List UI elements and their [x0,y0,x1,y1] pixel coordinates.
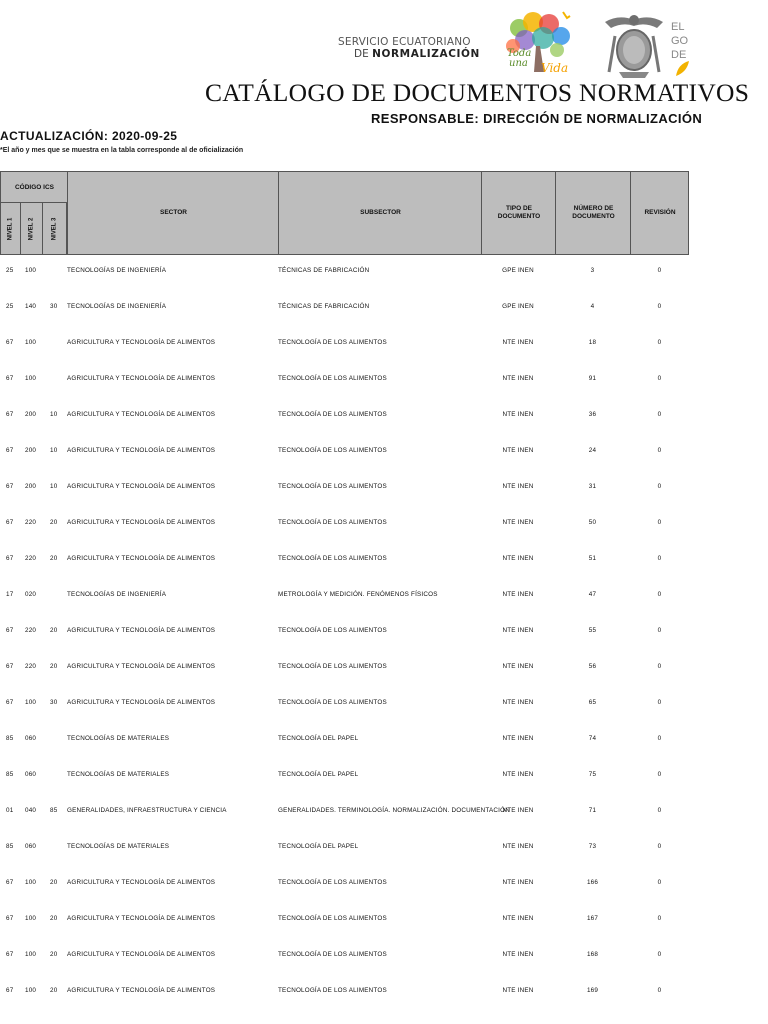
cell-tipo-documento: NTE INEN [502,411,534,418]
cell-revision: 0 [657,879,662,886]
cell-nivel-2: 040 [25,807,37,814]
header-nivel-1 [1,203,21,255]
cell-nivel-3: 20 [50,915,58,922]
cell-subsector: GENERALIDADES. TERMINOLOGÍA. NORMALIZACIÓN. DOCUMENTACIÓN [278,807,510,814]
header-nivel-3-label: NIVEL 3 [51,217,58,241]
cell-subsector: TECNOLOGÍA DEL PAPEL [278,843,359,850]
cell-sector: TECNOLOGÍAS DE INGENIERÍA [67,591,167,598]
cell-revision: 0 [657,375,662,382]
cell-tipo-documento: GPE INEN [502,267,534,274]
cell-numero-documento: 168 [586,951,599,958]
header-nivel-3 [43,203,67,255]
cell-nivel-2: 220 [25,555,37,562]
cell-revision: 0 [657,519,662,526]
header-nivel-1-label: NIVEL 1 [7,217,14,241]
cell-sector: AGRICULTURA Y TECNOLOGÍA DE ALIMENTOS [67,699,216,706]
cell-numero-documento: 65 [588,699,597,706]
responsable-subtitle: RESPONSABLE: DIRECCIÓN DE NORMALIZACIÓN [371,111,703,126]
cell-revision: 0 [657,699,662,706]
cell-numero-documento: 166 [586,879,599,886]
cell-revision: 0 [657,591,662,598]
cell-revision: 0 [657,627,662,634]
cell-numero-documento: 55 [588,627,597,634]
cell-sector: AGRICULTURA Y TECNOLOGÍA DE ALIMENTOS [67,447,216,454]
cell-numero-documento: 50 [588,519,597,526]
cell-nivel-3: 10 [50,411,58,418]
cell-nivel-2: 100 [25,915,37,922]
cell-tipo-documento: NTE INEN [502,339,534,346]
cell-numero-documento: 31 [588,483,597,490]
cell-subsector: TECNOLOGÍA DE LOS ALIMENTOS [278,951,387,958]
cell-nivel-1: 67 [6,951,14,958]
table-body [0,255,689,1011]
cell-nivel-1: 67 [6,699,14,706]
cell-tipo-documento: NTE INEN [502,843,534,850]
gov-text-line2: GO [671,35,689,47]
agency-name-line1: SERVICIO ECUATORIANO [338,36,471,48]
cell-nivel-2: 200 [25,483,37,490]
cell-subsector: TECNOLOGÍA DE LOS ALIMENTOS [278,519,387,526]
agency-name-line2 [338,49,488,61]
table-row [0,903,689,939]
gov-text-line1: EL [671,21,685,33]
cell-sector: AGRICULTURA Y TECNOLOGÍA DE ALIMENTOS [67,411,216,418]
cell-nivel-2: 100 [25,339,37,346]
cell-subsector: TECNOLOGÍA DEL PAPEL [278,771,359,778]
cell-nivel-3: 10 [50,447,58,454]
cell-subsector: TECNOLOGÍA DE LOS ALIMENTOS [278,411,387,418]
cell-numero-documento: 169 [586,987,599,994]
cell-tipo-documento: NTE INEN [502,447,534,454]
cell-nivel-2: 140 [25,303,37,310]
cell-tipo-documento: GPE INEN [502,303,534,310]
cell-numero-documento: 56 [588,663,597,670]
table-row [0,975,689,1011]
cell-subsector: TECNOLOGÍA DEL PAPEL [278,735,359,742]
table-row [0,291,689,327]
cell-tipo-documento: NTE INEN [502,771,534,778]
table-row [0,327,689,363]
cell-sector: AGRICULTURA Y TECNOLOGÍA DE ALIMENTOS [67,555,216,562]
cell-revision: 0 [657,807,662,814]
cell-nivel-3: 20 [50,627,58,634]
cell-sector: AGRICULTURA Y TECNOLOGÍA DE ALIMENTOS [67,483,216,490]
cell-numero-documento: 18 [588,339,597,346]
government-leaf-icon [674,60,690,78]
cell-tipo-documento: NTE INEN [502,627,534,634]
table-row [0,543,689,579]
cell-revision: 0 [657,843,662,850]
cell-nivel-2: 220 [25,627,37,634]
cell-subsector: TECNOLOGÍA DE LOS ALIMENTOS [278,483,387,490]
table-header [0,171,689,255]
cell-sector: AGRICULTURA Y TECNOLOGÍA DE ALIMENTOS [67,915,216,922]
cell-nivel-1: 67 [6,411,14,418]
cell-nivel-2: 100 [25,267,37,274]
table-row [0,435,689,471]
cell-nivel-3: 85 [50,807,58,814]
cell-subsector: TÉCNICAS DE FABRICACIÓN [278,303,370,310]
cell-tipo-documento: NTE INEN [502,591,534,598]
cell-nivel-3: 20 [50,987,58,994]
cell-tipo-documento: NTE INEN [502,519,534,526]
cell-revision: 0 [657,555,662,562]
cell-tipo-documento: NTE INEN [502,915,534,922]
cell-numero-documento: 74 [588,735,597,742]
cell-revision: 0 [657,951,662,958]
table-row [0,255,689,291]
header-nivel-2 [21,203,43,255]
cell-sector: AGRICULTURA Y TECNOLOGÍA DE ALIMENTOS [67,987,216,994]
agency-logo-text [338,37,488,60]
table-row [0,831,689,867]
table-row [0,867,689,903]
header-subsector: SUBSECTOR [278,172,482,254]
cell-sector: AGRICULTURA Y TECNOLOGÍA DE ALIMENTOS [67,879,216,886]
cell-nivel-1: 67 [6,375,14,382]
cell-revision: 0 [657,411,662,418]
toda-una-vida-tree-logo [503,10,573,80]
cell-nivel-1: 01 [6,807,14,814]
cell-nivel-1: 67 [6,879,14,886]
cell-revision: 0 [657,735,662,742]
cell-numero-documento: 3 [590,267,595,274]
header-nivel-2-label: NIVEL 2 [28,217,35,241]
table-row [0,399,689,435]
cell-nivel-2: 100 [25,375,37,382]
cell-nivel-2: 100 [25,951,37,958]
cell-nivel-1: 67 [6,915,14,922]
cell-nivel-2: 220 [25,663,37,670]
cell-revision: 0 [657,771,662,778]
cell-numero-documento: 73 [588,843,597,850]
cell-tipo-documento: NTE INEN [502,987,534,994]
cell-numero-documento: 91 [588,375,597,382]
cell-nivel-2: 100 [25,987,37,994]
cell-nivel-2: 020 [25,591,37,598]
cell-tipo-documento: NTE INEN [502,663,534,670]
tree-logo-text-toda: Toda [507,48,532,59]
cell-tipo-documento: NTE INEN [502,807,534,814]
cell-revision: 0 [657,483,662,490]
cell-subsector: TECNOLOGÍA DE LOS ALIMENTOS [278,375,387,382]
table-row [0,363,689,399]
cell-numero-documento: 75 [588,771,597,778]
cell-sector: AGRICULTURA Y TECNOLOGÍA DE ALIMENTOS [67,375,216,382]
cell-sector: TECNOLOGÍAS DE MATERIALES [67,843,170,850]
cell-nivel-1: 67 [6,663,14,670]
cell-subsector: TECNOLOGÍA DE LOS ALIMENTOS [278,879,387,886]
cell-subsector: METROLOGÍA Y MEDICIÓN. FENÓMENOS FÍSICOS [278,591,438,598]
header-revision: REVISIÓN [630,172,689,254]
cell-numero-documento: 36 [588,411,597,418]
cell-subsector: TECNOLOGÍA DE LOS ALIMENTOS [278,339,387,346]
cell-sector: AGRICULTURA Y TECNOLOGÍA DE ALIMENTOS [67,663,216,670]
header-codigo-ics: CÓDIGO ICS [1,172,68,203]
cell-tipo-documento: NTE INEN [502,951,534,958]
cell-sector: TECNOLOGÍAS DE MATERIALES [67,735,170,742]
table-row [0,579,689,615]
cell-revision: 0 [657,987,662,994]
cell-subsector: TECNOLOGÍA DE LOS ALIMENTOS [278,987,387,994]
table-row [0,615,689,651]
cell-subsector: TECNOLOGÍA DE LOS ALIMENTOS [278,627,387,634]
cell-nivel-2: 060 [25,735,37,742]
header-tipo-documento: TIPO DE DOCUMENTO [481,172,556,254]
cell-subsector: TECNOLOGÍA DE LOS ALIMENTOS [278,555,387,562]
cell-numero-documento: 47 [588,591,597,598]
tree-logo-text-una: una [509,58,528,69]
table-row [0,471,689,507]
cell-nivel-1: 17 [6,591,14,598]
cell-nivel-1: 85 [6,771,14,778]
cell-tipo-documento: NTE INEN [502,375,534,382]
cell-revision: 0 [657,303,662,310]
table-row [0,759,689,795]
table-row [0,939,689,975]
cell-sector: AGRICULTURA Y TECNOLOGÍA DE ALIMENTOS [67,627,216,634]
tree-logo-text-vida: Vida [541,61,569,75]
cell-nivel-1: 67 [6,987,14,994]
table-row [0,723,689,759]
government-name-text [671,20,701,62]
cell-nivel-2: 060 [25,843,37,850]
cell-nivel-1: 25 [6,267,14,274]
cell-nivel-1: 67 [6,627,14,634]
cell-nivel-1: 25 [6,303,14,310]
cell-nivel-2: 220 [25,519,37,526]
national-coat-of-arms-icon [601,12,667,80]
cell-numero-documento: 24 [588,447,597,454]
cell-tipo-documento: NTE INEN [502,879,534,886]
cell-nivel-3: 20 [50,951,58,958]
cell-numero-documento: 71 [588,807,597,814]
table-row [0,507,689,543]
page-title: CATÁLOGO DE DOCUMENTOS NORMATIVOS [205,78,750,107]
cell-subsector: TÉCNICAS DE FABRICACIÓN [278,267,370,274]
cell-nivel-3: 30 [50,699,58,706]
cell-nivel-2: 100 [25,879,37,886]
cell-nivel-2: 200 [25,447,37,454]
table-row [0,651,689,687]
cell-nivel-1: 67 [6,483,14,490]
cell-sector: AGRICULTURA Y TECNOLOGÍA DE ALIMENTOS [67,951,216,958]
cell-nivel-3: 20 [50,879,58,886]
cell-sector: TECNOLOGÍAS DE INGENIERÍA [67,267,167,274]
cell-numero-documento: 167 [586,915,599,922]
cell-sector: AGRICULTURA Y TECNOLOGÍA DE ALIMENTOS [67,339,216,346]
cell-tipo-documento: NTE INEN [502,483,534,490]
table-row [0,795,689,831]
cell-nivel-3: 20 [50,663,58,670]
cell-nivel-2: 060 [25,771,37,778]
gov-text-line3: DE [671,49,687,61]
cell-revision: 0 [657,339,662,346]
cell-tipo-documento: NTE INEN [502,699,534,706]
cell-revision: 0 [657,267,662,274]
cell-subsector: TECNOLOGÍA DE LOS ALIMENTOS [278,663,387,670]
header-numero-documento: NÚMERO DE DOCUMENTO [555,172,631,254]
cell-nivel-1: 67 [6,339,14,346]
cell-sector: TECNOLOGÍAS DE MATERIALES [67,771,170,778]
cell-subsector: TECNOLOGÍA DE LOS ALIMENTOS [278,699,387,706]
cell-tipo-documento: NTE INEN [502,555,534,562]
cell-nivel-1: 85 [6,735,14,742]
cell-nivel-2: 200 [25,411,37,418]
cell-revision: 0 [657,915,662,922]
cell-revision: 0 [657,663,662,670]
cell-sector: TECNOLOGÍAS DE INGENIERÍA [67,303,167,310]
cell-subsector: TECNOLOGÍA DE LOS ALIMENTOS [278,447,387,454]
cell-nivel-3: 20 [50,519,58,526]
cell-nivel-3: 30 [50,303,58,310]
header-sector: SECTOR [67,172,279,254]
cell-nivel-3: 20 [50,555,58,562]
cell-nivel-1: 67 [6,447,14,454]
cell-sector: AGRICULTURA Y TECNOLOGÍA DE ALIMENTOS [67,519,216,526]
cell-subsector: TECNOLOGÍA DE LOS ALIMENTOS [278,915,387,922]
cell-nivel-1: 67 [6,555,14,562]
footnote: *El año y mes que se muestra en la tabla corresponde al de oficialización [0,147,244,154]
agency-name-bold: NORMALIZACIÓN [372,47,480,60]
cell-numero-documento: 51 [588,555,597,562]
update-date: ACTUALIZACIÓN: 2020-09-25 [0,129,178,143]
cell-revision: 0 [657,447,662,454]
cell-tipo-documento: NTE INEN [502,735,534,742]
cell-nivel-1: 67 [6,519,14,526]
cell-numero-documento: 4 [590,303,595,310]
table-row [0,687,689,723]
agency-name-prefix: DE [354,47,369,60]
cell-nivel-1: 85 [6,843,14,850]
cell-nivel-2: 100 [25,699,37,706]
cell-nivel-3: 10 [50,483,58,490]
cell-sector: GENERALIDADES, INFRAESTRUCTURA Y CIENCIA [67,807,227,814]
